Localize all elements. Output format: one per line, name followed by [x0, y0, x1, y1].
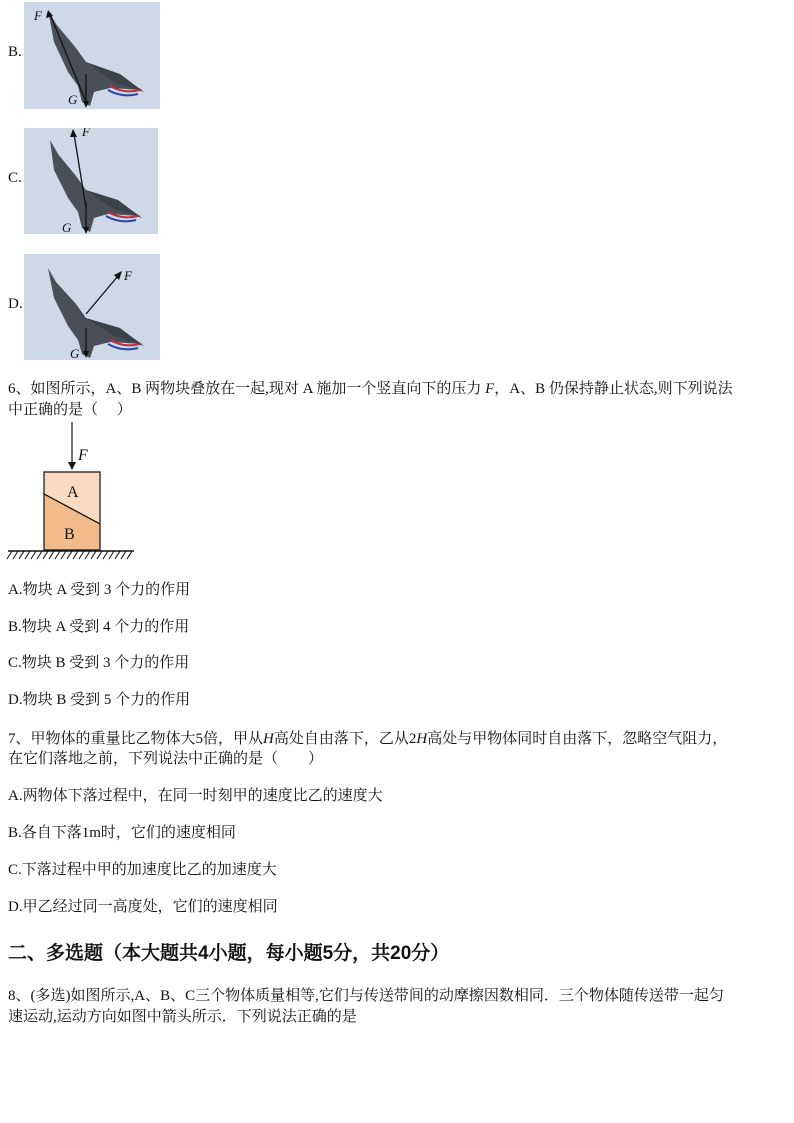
q6-stem-variable-f: F	[485, 381, 495, 397]
q6-option-a[interactable]: A.物块 A 受到 3 个力的作用	[8, 582, 191, 598]
option-d-letter: D.	[8, 296, 23, 312]
q7-option-b[interactable]: B.各自下落1m时，它们的速度相同	[8, 825, 236, 841]
force-label: F	[82, 128, 90, 139]
option-c-jet-figure	[24, 128, 158, 234]
q7-option-d[interactable]: D.甲乙经过同一高度处，它们的速度相同	[8, 899, 278, 915]
q6-stem-line2: 中正确的是（ ）	[8, 402, 132, 418]
q7-stem-line2: 在它们落地之前，下列说法中正确的是（ ）	[8, 751, 324, 767]
q6-option-b[interactable]: B.物块 A 受到 4 个力的作用	[8, 619, 190, 635]
force-label: F	[78, 447, 88, 464]
section-2-heading: 二、多选题（本大题共4小题，每小题5分，共20分）	[8, 943, 450, 964]
block-b-label: B	[64, 526, 75, 543]
q7-option-a[interactable]: A.两物体下落过程中，在同一时刻甲的速度比乙的速度大	[8, 788, 383, 804]
q7-stem-line1	[8, 729, 727, 749]
option-c-letter: C.	[8, 170, 22, 186]
ground-hatching	[7, 551, 132, 559]
option-d-jet-figure	[24, 254, 160, 360]
q6-stem-text-b: ，A、B 仍保持静止状态,则下列说法	[494, 381, 733, 397]
q6-option-d[interactable]: D.物块 B 受到 5 个力的作用	[8, 692, 191, 708]
q7-option-c[interactable]: C.下落过程中甲的加速度比乙的加速度大	[8, 862, 277, 878]
q6-blocks-figure	[6, 420, 140, 562]
q6-option-c[interactable]: C.物块 B 受到 3 个力的作用	[8, 655, 190, 671]
q8-stem-line2: 速运动,运动方向如图中箭头所示．下列说法正确的是	[8, 1009, 357, 1025]
weight-label: G	[68, 92, 78, 107]
q6-stem-line1	[8, 379, 733, 399]
q6-stem-text-a: 6、如图所示，A、B 两物块叠放在一起,现对 A 施加一个竖直向下的压力	[8, 381, 486, 397]
q7-stem-text-3: 高处与甲物体同时自由落下，忽略空气阻力，	[427, 731, 728, 747]
q7-stem-variable-h2: H	[416, 731, 428, 747]
weight-label: G	[62, 220, 72, 234]
q8-stem-line1: 8、(多选)如图所示,A、B、C三个物体质量相等,它们与传送带间的动摩擦因数相同．三个物体随传送带一起匀	[8, 988, 724, 1004]
q7-stem-variable-h1: H	[263, 731, 274, 747]
force-label: F	[124, 268, 132, 283]
q7-stem-text-1: 7、甲物体的重量比乙物体大5倍，甲从	[8, 731, 264, 747]
weight-label: G	[70, 346, 80, 360]
force-label: F	[34, 8, 42, 23]
q7-stem-text-2: 高处自由落下，乙从2	[273, 731, 417, 747]
option-b-letter: B.	[8, 44, 22, 60]
option-b-jet-figure	[24, 2, 160, 109]
arrowhead-icon	[68, 462, 76, 470]
block-a-label: A	[67, 484, 79, 501]
